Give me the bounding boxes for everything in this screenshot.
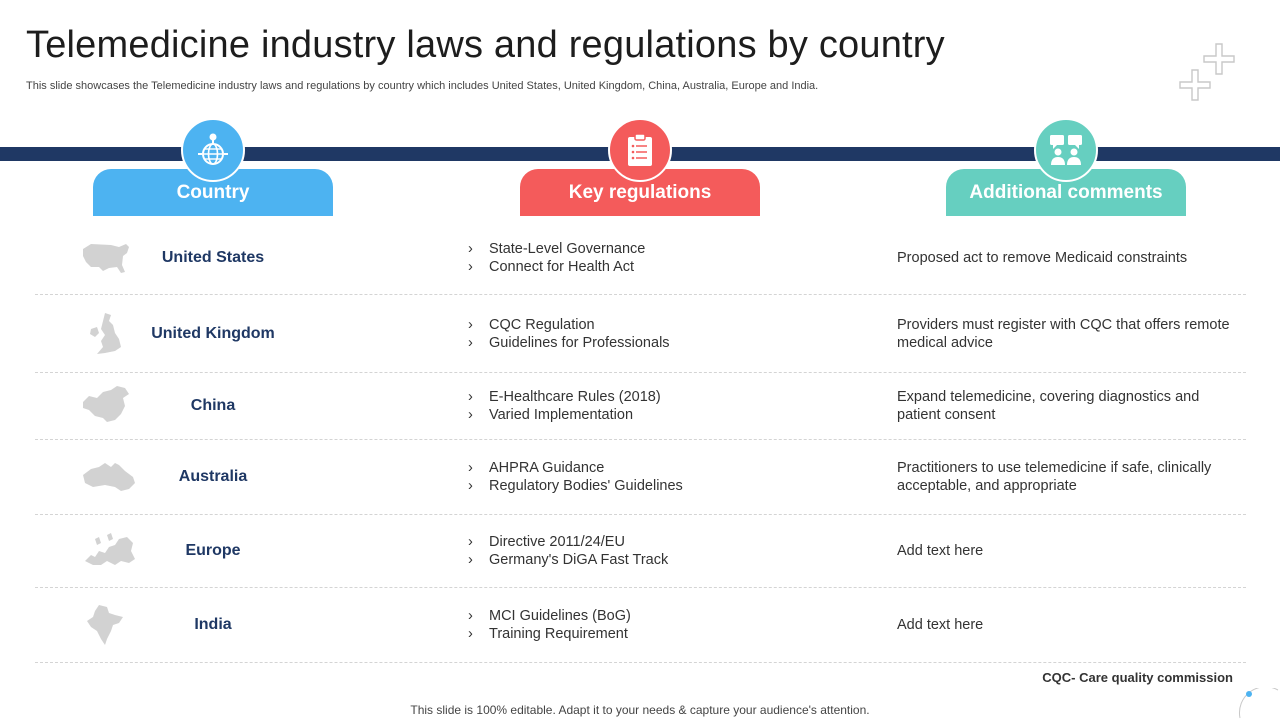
column-header-comments: Additional comments xyxy=(946,169,1186,216)
regulation-list xyxy=(468,607,631,643)
comment-text: Providers must register with CQC that offers remote medical advice xyxy=(897,316,1230,351)
list-item xyxy=(468,316,670,334)
chevron-right-icon: › xyxy=(468,259,473,275)
country-name: Europe xyxy=(185,542,241,559)
regulation-list xyxy=(468,459,683,495)
page-subtitle: This slide showcases the Telemedicine industry laws and regulations by country which includes United States, United Kingdom, China, Australia, Europe and India. xyxy=(26,80,819,92)
chevron-right-icon: › xyxy=(468,407,473,423)
comment-text: Practitioners to use telemedicine if safe, clinically acceptable, and appropriate xyxy=(897,460,1212,494)
list-item xyxy=(468,551,668,569)
medical-cross-decoration-icon xyxy=(1178,40,1242,102)
country-badge xyxy=(181,118,245,182)
comment-text: Proposed act to remove Medicaid constraints xyxy=(897,250,1188,266)
chevron-right-icon: › xyxy=(468,316,473,333)
chevron-right-icon: › xyxy=(468,241,473,257)
regulations-badge xyxy=(608,118,672,182)
comment-text: Add text here xyxy=(897,543,984,559)
regulation-text: E-Healthcare Rules (2018) xyxy=(489,389,661,405)
comment-text: Expand telemedicine, covering diagnostics and patient consent xyxy=(897,389,1200,423)
regulation-list xyxy=(468,316,670,352)
country-name: China xyxy=(190,397,236,414)
regulation-text: MCI Guidelines (BoG) xyxy=(489,608,631,624)
regulation-text: Directive 2011/24/EU xyxy=(489,534,625,550)
chevron-right-icon: › xyxy=(468,389,473,405)
table-row xyxy=(35,588,1246,663)
table-row xyxy=(35,515,1246,588)
list-item xyxy=(468,477,683,495)
list-item xyxy=(468,388,661,406)
table-row xyxy=(35,295,1246,373)
regulation-list xyxy=(468,240,645,276)
page-title: Telemedicine industry laws and regulations by country xyxy=(26,24,945,66)
country-name: India xyxy=(194,616,232,633)
list-item xyxy=(468,459,683,477)
regulation-text: CQC Regulation xyxy=(489,316,595,333)
chevron-right-icon: › xyxy=(468,552,473,568)
chevron-right-icon: › xyxy=(468,334,473,351)
country-name: United States xyxy=(161,249,265,266)
list-item xyxy=(468,406,661,424)
table-row xyxy=(35,222,1246,295)
list-item xyxy=(468,240,645,258)
chevron-right-icon: › xyxy=(468,626,473,642)
regulation-text: Training Requirement xyxy=(489,626,628,642)
comment-text: Add text here xyxy=(897,617,984,633)
list-item xyxy=(468,533,668,551)
column-header-regulations: Key regulations xyxy=(520,169,760,216)
team-discussion-icon xyxy=(1049,134,1083,166)
clipboard-list-icon xyxy=(627,133,653,167)
regulation-text: Germany's DiGA Fast Track xyxy=(489,552,669,568)
regulation-text: State-Level Governance xyxy=(489,241,646,257)
regulation-text: Regulatory Bodies' Guidelines xyxy=(489,478,683,494)
regulations-table xyxy=(35,222,1246,663)
chevron-right-icon: › xyxy=(468,460,473,476)
comments-badge xyxy=(1034,118,1098,182)
regulation-text: AHPRA Guidance xyxy=(489,460,605,476)
regulation-text: Varied Implementation xyxy=(489,407,634,423)
chevron-right-icon: › xyxy=(468,534,473,550)
footer-note: This slide is 100% editable. Adapt it to your needs & capture your audience's attention. xyxy=(410,703,870,717)
globe-pin-icon xyxy=(197,132,229,168)
chevron-right-icon: › xyxy=(468,608,473,624)
chevron-right-icon: › xyxy=(468,478,473,494)
list-item xyxy=(468,625,631,643)
column-header-country: Country xyxy=(93,169,333,216)
regulation-list xyxy=(468,533,668,569)
list-item xyxy=(468,258,645,276)
regulation-text: Guidelines for Professionals xyxy=(489,334,670,351)
list-item xyxy=(468,334,670,352)
corner-arc-decoration-icon xyxy=(1236,688,1280,720)
cqc-footnote: CQC- Care quality commission xyxy=(1042,670,1233,685)
regulation-list xyxy=(468,388,661,424)
table-row xyxy=(35,373,1246,440)
country-name: Australia xyxy=(178,468,248,485)
country-name: United Kingdom xyxy=(151,324,275,342)
list-item xyxy=(468,607,631,625)
regulation-text: Connect for Health Act xyxy=(489,259,635,275)
table-row xyxy=(35,440,1246,515)
